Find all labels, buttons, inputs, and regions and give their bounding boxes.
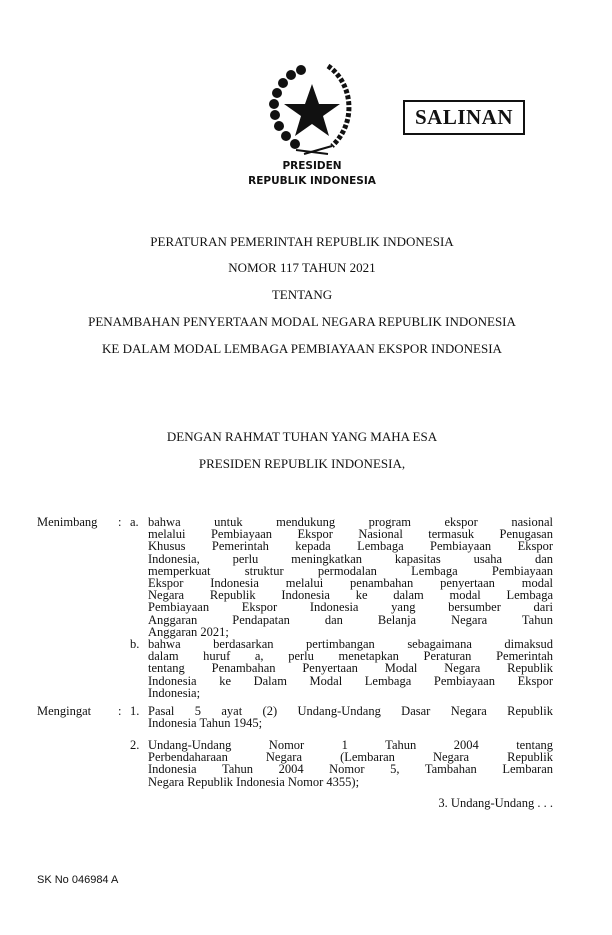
menimbang-colon: : [118, 515, 122, 529]
garuda-emblem-icon [266, 62, 360, 158]
text-line: Anggaran 2021; [148, 624, 229, 639]
regulation-number: NOMOR 117 TAHUN 2021 [228, 260, 376, 275]
mengingat-colon: : [118, 704, 122, 718]
text-line: dalam huruf a, perlu menetapkan Peraturan Pemerintah [148, 649, 553, 664]
mengingat-label: Mengingat [37, 704, 92, 718]
salinan-stamp: SALINAN [403, 100, 525, 135]
office-country: REPUBLIK INDONESIA [248, 175, 376, 187]
regulation-subject-2: KE DALAM MODAL LEMBAGA PEMBIAYAAN EKSPOR INDONESIA [102, 341, 502, 356]
text-line: Indonesia Tahun 2004 Nomor 5, Tambahan Lembaran [148, 762, 553, 777]
text-line: Anggaran Pendapatan dan Belanja Negara Tahun [148, 612, 553, 627]
mengingat-item-1 [148, 705, 553, 729]
menimbang-item-b [148, 638, 553, 699]
text-line: Khusus Pemerintah kepada Lembaga Pembiayaan Ekspor [148, 539, 553, 554]
regulation-subject-1: PENAMBAHAN PENYERTAAN MODAL NEGARA REPUBLIK INDONESIA [88, 314, 516, 329]
preamble-president: PRESIDEN REPUBLIK INDONESIA, [198, 456, 406, 471]
text-line: bahwa untuk mendukung program ekspor nasional [148, 515, 553, 529]
text-line: Pasal 5 ayat (2) Undang-Undang Dasar Negara Republik [148, 704, 553, 718]
text-line: Perbendaharaan Negara (Lembaran Negara Republik [148, 750, 553, 765]
office-name: PRESIDEN [282, 160, 342, 172]
text-line: melalui Pembiayaan Ekspor Nasional termasuk Penugasan [148, 527, 553, 542]
continuation-note: 3. Undang-Undang . . . [438, 796, 553, 810]
item-marker: 1. [130, 704, 140, 718]
item-marker: a. [130, 515, 139, 529]
text-line: Undang-Undang Nomor 1 Tahun 2004 tentang [148, 738, 553, 752]
text-line: bahwa berdasarkan pertimbangan sebagaimana dimaksud [148, 637, 553, 651]
text-line: Indonesia ke Dalam Modal Lembaga Pembiayaan Ekspor [148, 673, 553, 688]
regulation-about: TENTANG [271, 287, 333, 302]
regulation-type: PERATURAN PEMERINTAH REPUBLIK INDONESIA [150, 234, 454, 249]
menimbang-label: Menimbang [37, 515, 98, 529]
text-line: Indonesia; [148, 685, 201, 700]
text-line: Indonesia Tahun 1945; [148, 716, 263, 731]
item-marker: 2. [130, 738, 140, 752]
text-line: Negara Republik Indonesia ke dalam modal Lembaga [148, 588, 553, 603]
text-line: Negara Republik Indonesia Nomor 4355); [148, 774, 360, 789]
text-line: Ekspor Indonesia melalui penambahan penyertaan modal [148, 576, 553, 591]
text-line: tentang Penambahan Penyertaan Modal Negara Republik [148, 661, 553, 676]
mengingat-item-2 [148, 739, 553, 788]
item-marker: b. [130, 637, 140, 651]
text-line: memperkuat struktur permodalan Lembaga Pembiayaan [148, 563, 553, 578]
preamble-blessing: DENGAN RAHMAT TUHAN YANG MAHA ESA [166, 429, 438, 444]
text-line: Pembiayaan Ekspor Indonesia yang bersumber dari [148, 600, 553, 615]
text-line: Indonesia, perlu meningkatkan kapasitas usaha dan [148, 551, 553, 566]
menimbang-item-a [148, 516, 553, 638]
document-code: SK No 046984 A [37, 874, 119, 886]
